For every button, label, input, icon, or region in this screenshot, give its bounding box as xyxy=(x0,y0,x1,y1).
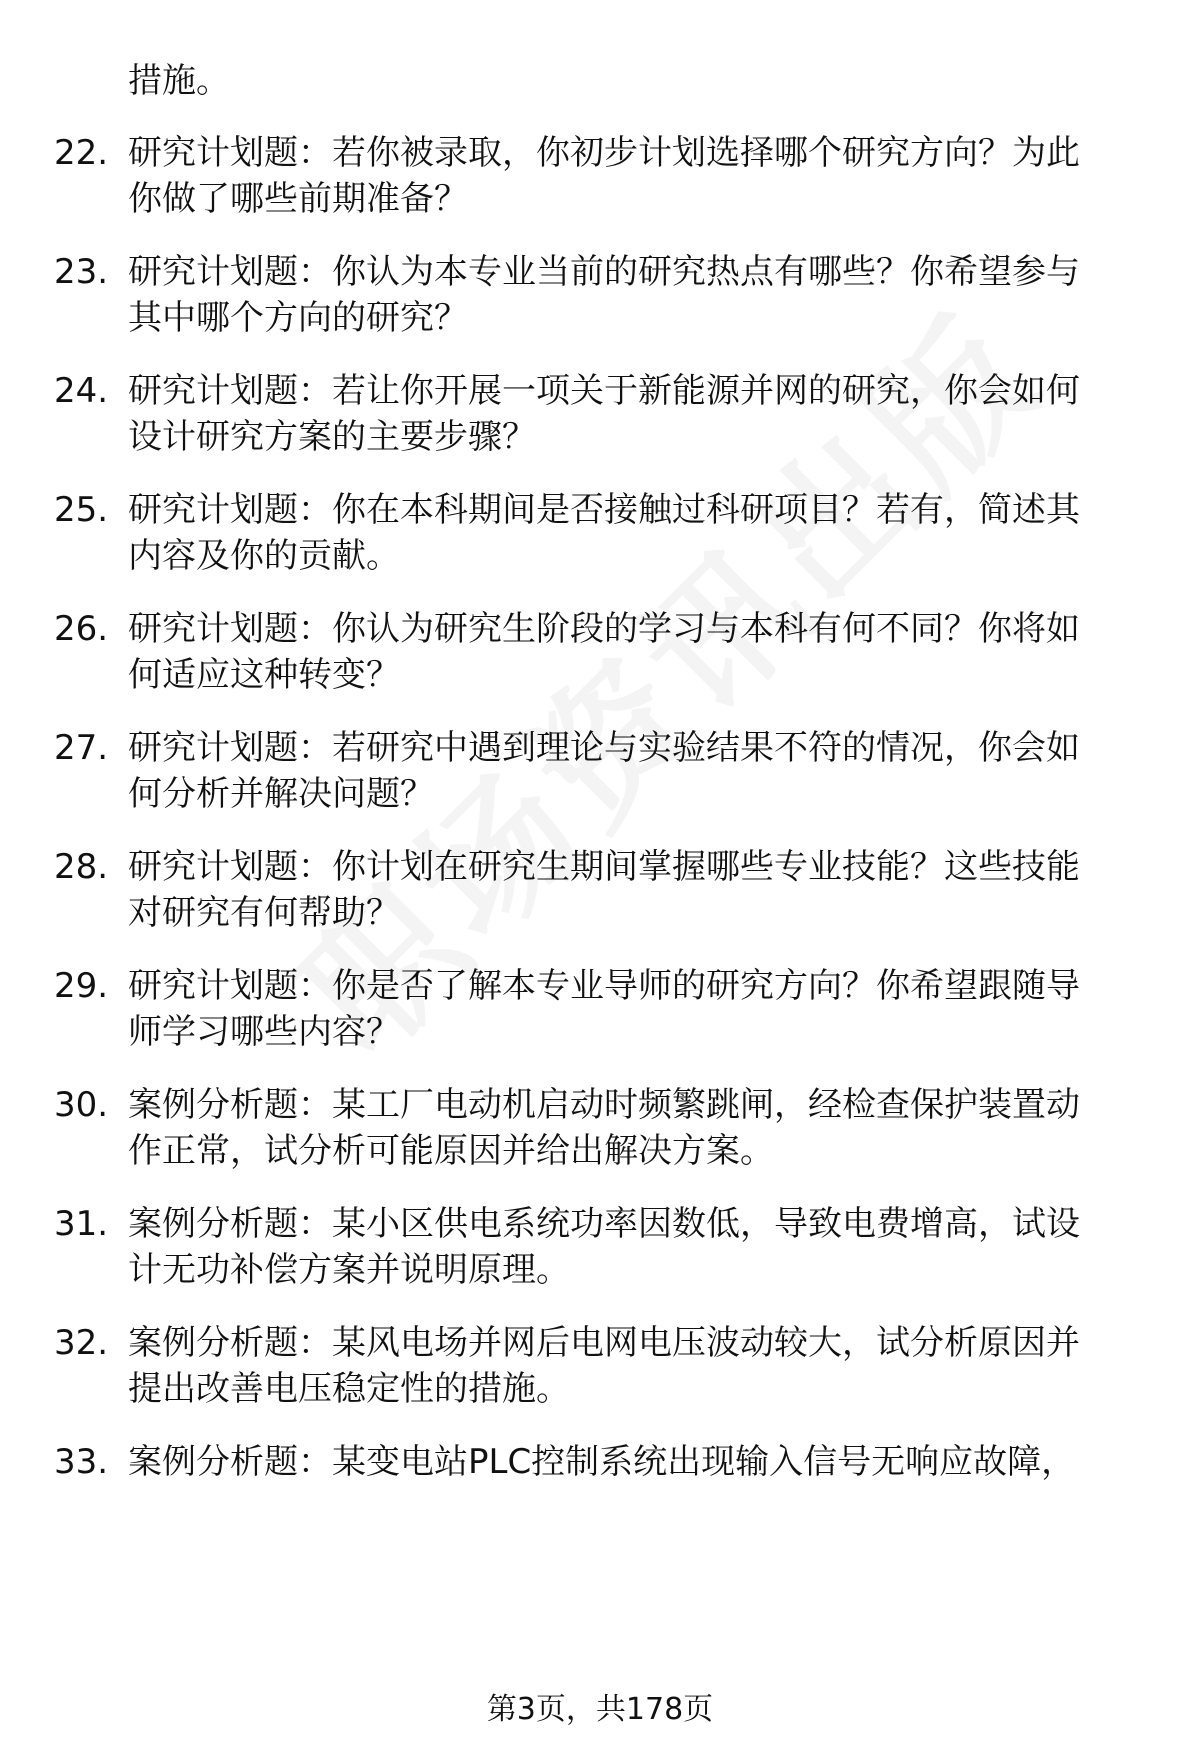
item-text xyxy=(128,725,1142,817)
item-line: 其中哪个方向的研究？ xyxy=(128,298,468,338)
item-line: 研究计划题：你计划在研究生期间掌握哪些专业技能？这些技能 xyxy=(128,847,1080,887)
item-number: 25. xyxy=(54,490,109,530)
item-line: 研究计划题：你认为本专业当前的研究热点有哪些？你希望参与 xyxy=(128,252,1080,292)
item-number: 29. xyxy=(54,966,109,1006)
item-text xyxy=(128,1439,1142,1485)
item-line: 何适应这种转变？ xyxy=(128,655,400,695)
item-line: 研究计划题：你在本科期间是否接触过科研项目？若有，简述其 xyxy=(128,490,1080,530)
item-number: 32. xyxy=(54,1323,109,1363)
item-number: 31. xyxy=(54,1204,109,1244)
item-text xyxy=(128,606,1142,698)
item-line: 研究计划题：若让你开展一项关于新能源并网的研究，你会如何 xyxy=(128,371,1080,411)
item-line: 研究计划题：你是否了解本专业导师的研究方向？你希望跟随导 xyxy=(128,966,1080,1006)
item-line: 师学习哪些内容？ xyxy=(128,1012,400,1052)
continuation-text: 措施。 xyxy=(128,61,230,101)
item-line: 案例分析题：某小区供电系统功率因数低，导致电费增高，试设 xyxy=(128,1204,1080,1244)
item-line: 研究计划题：若研究中遇到理论与实验结果不符的情况，你会如 xyxy=(128,728,1080,768)
item-number: 23. xyxy=(54,252,109,292)
item-line: 作正常，试分析可能原因并给出解决方案。 xyxy=(128,1131,774,1171)
page-footer: 第3页，共178页 xyxy=(486,1692,714,1727)
item-text xyxy=(128,368,1142,460)
item-line: 计无功补偿方案并说明原理。 xyxy=(128,1250,570,1290)
item-number: 27. xyxy=(54,728,109,768)
item-line: 案例分析题：某工厂电动机启动时频繁跳闸，经检查保护装置动 xyxy=(128,1085,1080,1125)
item-line: 对研究有何帮助？ xyxy=(128,893,400,933)
item-text xyxy=(128,963,1142,1055)
item-text xyxy=(128,1082,1142,1174)
item-number: 22. xyxy=(54,133,109,173)
item-line: 你做了哪些前期准备？ xyxy=(128,179,468,219)
item-line: 研究计划题：你认为研究生阶段的学习与本科有何不同？你将如 xyxy=(128,609,1080,649)
item-number: 24. xyxy=(54,371,109,411)
item-line: 何分析并解决问题？ xyxy=(128,774,434,814)
item-line: 内容及你的贡献。 xyxy=(128,536,400,576)
item-number: 30. xyxy=(54,1085,109,1125)
item-text xyxy=(128,487,1142,579)
item-line: 设计研究方案的主要步骤？ xyxy=(128,417,536,457)
item-line: 研究计划题：若你被录取，你初步计划选择哪个研究方向？为此 xyxy=(128,133,1080,173)
item-line: 案例分析题：某风电场并网后电网电压波动较大，试分析原因并 xyxy=(128,1323,1080,1363)
item-line: 提出改善电压稳定性的措施。 xyxy=(128,1369,570,1409)
item-text xyxy=(128,844,1142,936)
item-number: 26. xyxy=(54,609,109,649)
item-text xyxy=(128,249,1142,341)
item-line: 案例分析题：某变电站PLC控制系统出现输入信号无响应故障， xyxy=(128,1442,1076,1482)
item-number: 28. xyxy=(54,847,109,887)
item-text xyxy=(128,1201,1142,1293)
item-text xyxy=(128,1320,1142,1412)
item-text xyxy=(128,130,1142,222)
item-number: 33. xyxy=(54,1442,109,1482)
